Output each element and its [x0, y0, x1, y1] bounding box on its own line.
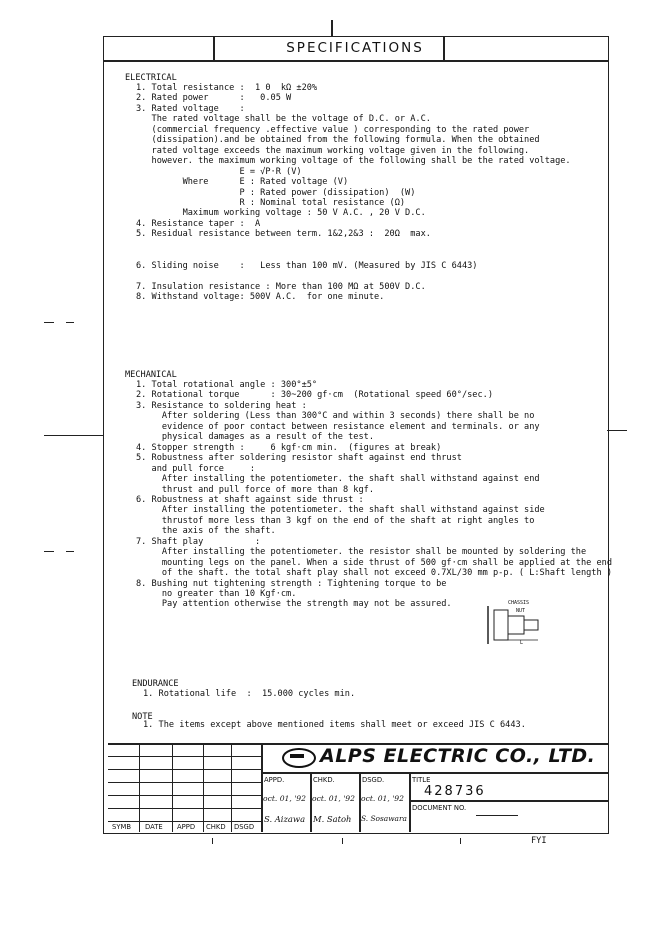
appd-signature: S. Aizawa — [264, 814, 306, 824]
spec-line: 6. Sliding noise : Less than 100 mV. (Measured by JIS C 6443) — [136, 260, 478, 271]
mechanical-heading: MECHANICAL — [125, 370, 177, 380]
bushing-diagram — [484, 600, 554, 650]
spec-line: After installing the potentiometer. the shaft shall withstand against end — [136, 474, 540, 485]
titleblock-row — [108, 795, 261, 796]
spec-line: 1. Total rotational angle : 300°±5° — [136, 380, 318, 390]
spec-line: mounting legs on the panel. When a side thrust of 500 gf·cm shall be applied at the end — [136, 557, 612, 568]
spec-line: 3. Resistance to soldering heat : — [136, 400, 307, 411]
titleblock-row — [261, 772, 608, 774]
dsgd-label: DSGD. — [362, 776, 385, 784]
page-title: SPECIFICATIONS — [286, 40, 424, 56]
rev-header-symb: SYMB — [112, 823, 131, 831]
spec-line: no greater than 10 Kgf·cm. — [136, 589, 297, 599]
spec-line: 5. Residual resistance between term. 1&2,2&3 : 20Ω max. — [136, 229, 431, 240]
note-heading: NOTE — [132, 712, 153, 722]
spec-line: 7. Shaft play : — [136, 536, 261, 547]
spec-line: R : Nominal total resistance (Ω) — [136, 197, 406, 208]
spec-line: Maximum working voltage : 50 V A.C. , 20 V D.C. — [136, 208, 426, 219]
spec-line: E = √P·R (V) — [136, 166, 302, 177]
left-tick — [66, 322, 74, 323]
rev-header-appd: APPD — [177, 823, 196, 831]
spec-line: The rated voltage shall be the voltage of D.C. or A.C. — [136, 114, 431, 125]
titleblock-divider — [409, 772, 411, 832]
spec-line: 4. Resistance taper : A — [136, 218, 261, 229]
spec-line: P : Rated power (dissipation) (W) — [136, 187, 416, 198]
spec-line: 4. Stopper strength : 6 kgf·cm min. (figures at break) — [136, 442, 442, 453]
spec-line: the axis of the shaft. — [136, 526, 276, 537]
rev-col-line — [172, 743, 173, 832]
electrical-heading: ELECTRICAL — [125, 73, 177, 83]
left-tick — [66, 551, 74, 552]
length-label: L — [520, 640, 524, 646]
nut-label: NUT — [516, 608, 526, 614]
endurance-heading: ENDURANCE — [132, 679, 179, 689]
spec-line: Pay attention otherwise the strength may not be assured. — [136, 599, 452, 610]
left-tick — [44, 435, 104, 436]
titleblock-row — [409, 800, 608, 802]
chkd-signature: M. Satoh — [313, 814, 352, 824]
spec-line: however. the maximum working voltage of the following shall be the rated voltage. — [136, 156, 571, 167]
titleblock-row — [108, 769, 261, 770]
dsgd-signature: S. Sosawara — [361, 814, 407, 823]
appd-date: oct. 01, '92 — [263, 794, 306, 803]
bottom-tick — [342, 838, 343, 844]
spec-line: and pull force : — [136, 463, 255, 474]
endurance-line: 1. Rotational life : 15.000 cycles min. — [143, 689, 356, 699]
title-label: TITLE — [412, 776, 431, 784]
chkd-label: CHKD. — [313, 776, 335, 784]
title-divider — [103, 60, 608, 62]
right-tick — [607, 430, 627, 431]
titleblock-row — [108, 821, 261, 822]
spec-line: of the shaft. the total shaft play shall not exceed 0.7XL/30 mm p-p. ( L:Shaft length ) — [136, 568, 612, 579]
chassis-label: CHASSIS — [508, 600, 530, 606]
appd-label: APPD. — [264, 776, 285, 784]
spec-line: After soldering (Less than 300°C and within 3 seconds) there shall be no — [136, 411, 535, 422]
spec-line: 8. Bushing nut tightening strength : Tightening torque to be — [136, 578, 447, 589]
titleblock-row — [108, 808, 261, 809]
rev-header-chkd: CHKD — [206, 823, 226, 831]
spec-line: 8. Withstand voltage: 500V A.C. for one minute. — [136, 292, 385, 302]
titleblock-row — [108, 756, 261, 757]
spec-line: evidence of poor contact between resistance element and terminals. or any — [136, 421, 540, 432]
titleblock-row — [108, 782, 261, 783]
left-tick — [44, 322, 54, 323]
left-tick — [44, 551, 54, 552]
rev-header-date: DATE — [145, 823, 163, 831]
spec-line: 7. Insulation resistance : More than 100 MΩ at 500V D.C. — [136, 281, 426, 292]
chkd-date: oct. 01, '92 — [312, 794, 355, 803]
spec-line: After installing the potentiometer. the resistor shall be mounted by soldering the — [136, 547, 587, 558]
spec-line: 1. Total resistance : 1 0 kΩ ±20% — [136, 83, 318, 93]
spec-line: 3. Rated voltage : — [136, 103, 245, 114]
spec-line: Where E : Rated voltage (V) — [136, 177, 349, 188]
spec-line: physical damages as a result of the test. — [136, 432, 374, 443]
spec-line: 6. Robustness at shaft against side thrust : — [136, 494, 364, 505]
bottom-tick — [212, 838, 213, 844]
rev-col-line — [139, 743, 140, 832]
document-no-label: DOCUMENT NO. — [412, 804, 467, 812]
document-no-line — [476, 815, 518, 816]
alps-logo-icon — [282, 748, 316, 768]
spec-line: After installing the potentiometer. the shaft shall withstand against side — [136, 505, 545, 516]
spec-line: (commercial frequency .effective value ) corresponding to the rated power — [136, 124, 530, 135]
company-name: ALPS ELECTRIC CO., LTD. — [320, 745, 596, 767]
footer-mark: FYI — [531, 836, 547, 846]
spec-line: rated voltage exceeds the maximum working voltage given in the following. — [136, 145, 530, 156]
titleblock-divider — [261, 743, 263, 832]
top-center-tick — [331, 20, 333, 37]
spec-line: (dissipation).and be obtained from the following formula. When the obtained — [136, 135, 540, 146]
dsgd-date: oct. 01, '92 — [361, 794, 404, 803]
title-number: 428736 — [424, 784, 486, 799]
bottom-tick — [460, 838, 461, 844]
rev-col-line — [231, 743, 232, 832]
spec-line: thrustof more less than 3 kgf on the end of the shaft at right angles to — [136, 515, 535, 526]
spec-line: 2. Rated power : 0.05 W — [136, 93, 292, 104]
rev-col-line — [203, 743, 204, 832]
spec-line: thrust and pull force of more than 8 kgf. — [136, 484, 374, 495]
note-line: 1. The items except above mentioned items shall meet or exceed JIS C 6443. — [143, 720, 526, 730]
spec-line: 2. Rotational torque : 30~200 gf·cm (Rotational speed 60°/sec.) — [136, 390, 493, 401]
spec-line: 5. Robustness after soldering resistor shaft against end thrust — [136, 453, 462, 464]
rev-header-dsgd: DSGD — [234, 823, 255, 831]
